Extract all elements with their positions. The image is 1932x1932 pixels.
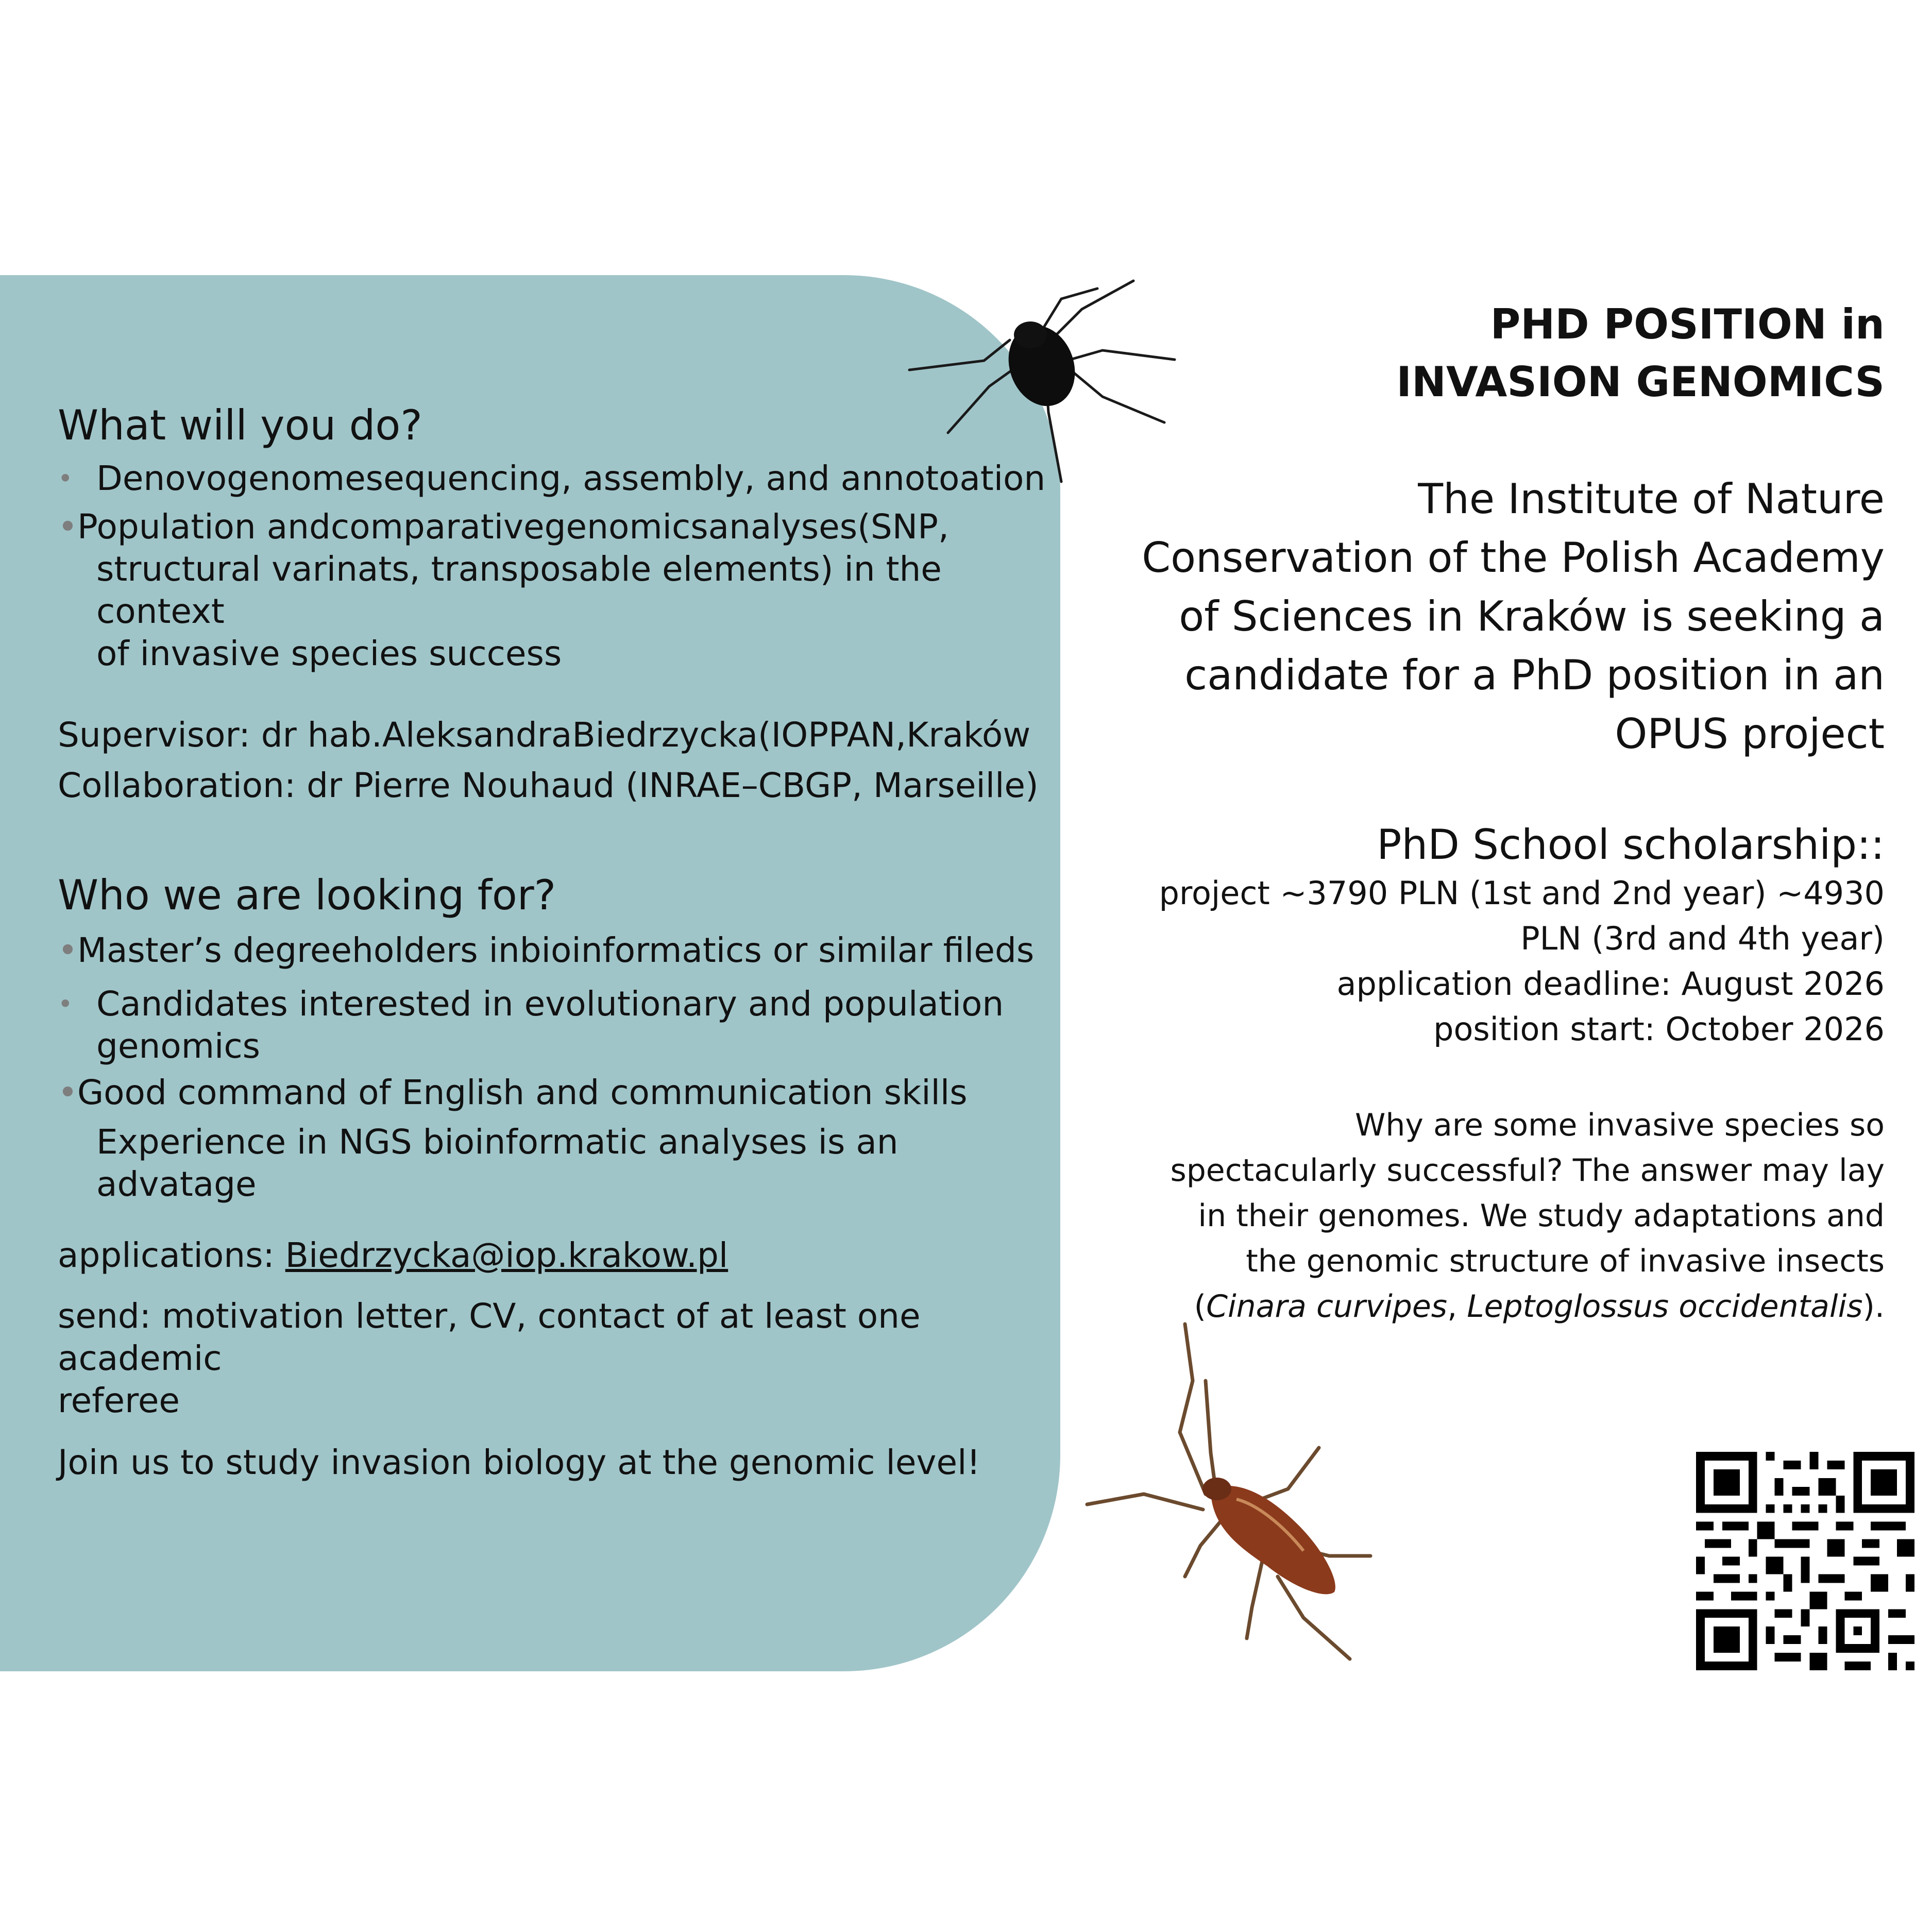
applications-block <box>58 1234 1067 1422</box>
supervision-block <box>58 710 1067 811</box>
who-list <box>58 929 1067 1206</box>
leaf-footed-bug <box>1082 1319 1422 1664</box>
what-bullet-2-line-2: structural varinats, transposable elements) in the context <box>96 549 942 631</box>
institute-line-1: The Institute of Nature <box>1418 475 1885 523</box>
why-block <box>1112 1103 1885 1329</box>
scholarship-line-4: position start: October 2026 <box>1433 1010 1885 1048</box>
why-line-3: in their genomes. We study adaptations and <box>1198 1198 1885 1234</box>
collaboration-text: Collaboration: dr Pierre Nouhaud (INRAE–CBGP, Marseille) <box>58 766 1039 805</box>
scholarship-line-3: application deadline: August 2026 <box>1336 965 1885 1003</box>
applications-line <box>58 1234 1067 1277</box>
species-name-1: Cinara curvipes <box>1206 1289 1448 1325</box>
send-text <box>58 1295 1067 1422</box>
who-bullet-3: Good command of English and communication skills <box>77 1073 968 1112</box>
what-bullet-1: Denovogenomesequencing, assembly, and annotoation <box>96 459 1046 498</box>
what-bullet-2-line-1: Population andcomparativegenomicsanalyses(SNP, <box>77 507 949 547</box>
scholarship-line-2: PLN (3rd and 4th year) <box>1520 920 1885 957</box>
what-heading: What will you do? <box>58 401 422 449</box>
supervisor-text: Supervisor: dr hab.AleksandraBiedrzycka(IOPPAN,Kraków <box>58 715 1031 755</box>
list-item <box>58 506 1067 675</box>
bullet-icon: • <box>58 1073 78 1112</box>
scholarship-block <box>1112 819 1885 1052</box>
institute-line-2: Conservation of the Polish Academy <box>1142 534 1885 582</box>
bullet-icon: • <box>58 930 78 970</box>
bullet-icon: • <box>58 507 78 547</box>
why-line-1: Why are some invasive species so <box>1355 1107 1885 1143</box>
why-line-4: the genomic structure of invasive insects <box>1246 1243 1885 1279</box>
who-heading: Who we are looking for? <box>58 871 556 919</box>
why-line-5: (Cinara curvipes, Leptoglossus occidentalis). <box>1194 1289 1885 1325</box>
institute-line-4: candidate for a PhD position in an <box>1184 651 1885 699</box>
title-block <box>1266 296 1885 411</box>
send-line-2: referee <box>58 1381 180 1420</box>
who-bullet-3-continuation: Experience in NGS bioinformatic analyses is an advatage <box>96 1122 899 1204</box>
qr-code[interactable] <box>1696 1452 1914 1670</box>
email-link[interactable]: Biedrzycka@iop.krakow.pl <box>285 1235 728 1275</box>
scholarship-heading: PhD School scholarship:: <box>1377 821 1885 869</box>
scholarship-line-1: project ~3790 PLN (1st and 2nd year) ~4930 <box>1159 874 1885 912</box>
species-name-2: Leptoglossus occidentalis <box>1467 1289 1863 1325</box>
what-bullet-2-line-3: of invasive species success <box>96 634 562 673</box>
send-line-1: send: motivation letter, CV, contact of at least one academic <box>58 1296 921 1378</box>
black-aphid-insect <box>907 278 1185 495</box>
who-bullet-2-line-2: genomics <box>96 1026 261 1066</box>
applications-label: applications: <box>58 1235 285 1275</box>
join-text: Join us to study invasion biology at the genomic level! <box>58 1443 980 1482</box>
bullet-icon: • <box>58 464 73 494</box>
institute-line-3: of Sciences in Kraków is seeking a <box>1179 592 1885 640</box>
who-section <box>58 871 1067 1206</box>
page-title: PHD POSITION in INVASION GENOMICS <box>1396 300 1885 406</box>
bullet-icon: • <box>58 989 73 1019</box>
institute-line-5: OPUS project <box>1615 710 1885 758</box>
why-line-2: spectacularly successful? The answer may lay <box>1170 1153 1885 1189</box>
who-bullet-2-line-1: Candidates interested in evolutionary and population <box>96 984 1004 1024</box>
institute-block <box>1112 470 1885 764</box>
list-item <box>58 983 1067 1067</box>
join-block <box>58 1437 1067 1488</box>
list-item <box>58 929 1067 972</box>
list-item <box>58 1072 1067 1114</box>
list-item <box>58 1121 1067 1206</box>
who-bullet-1: Master’s degreeholders inbioinformatics or similar fileds <box>77 930 1035 970</box>
